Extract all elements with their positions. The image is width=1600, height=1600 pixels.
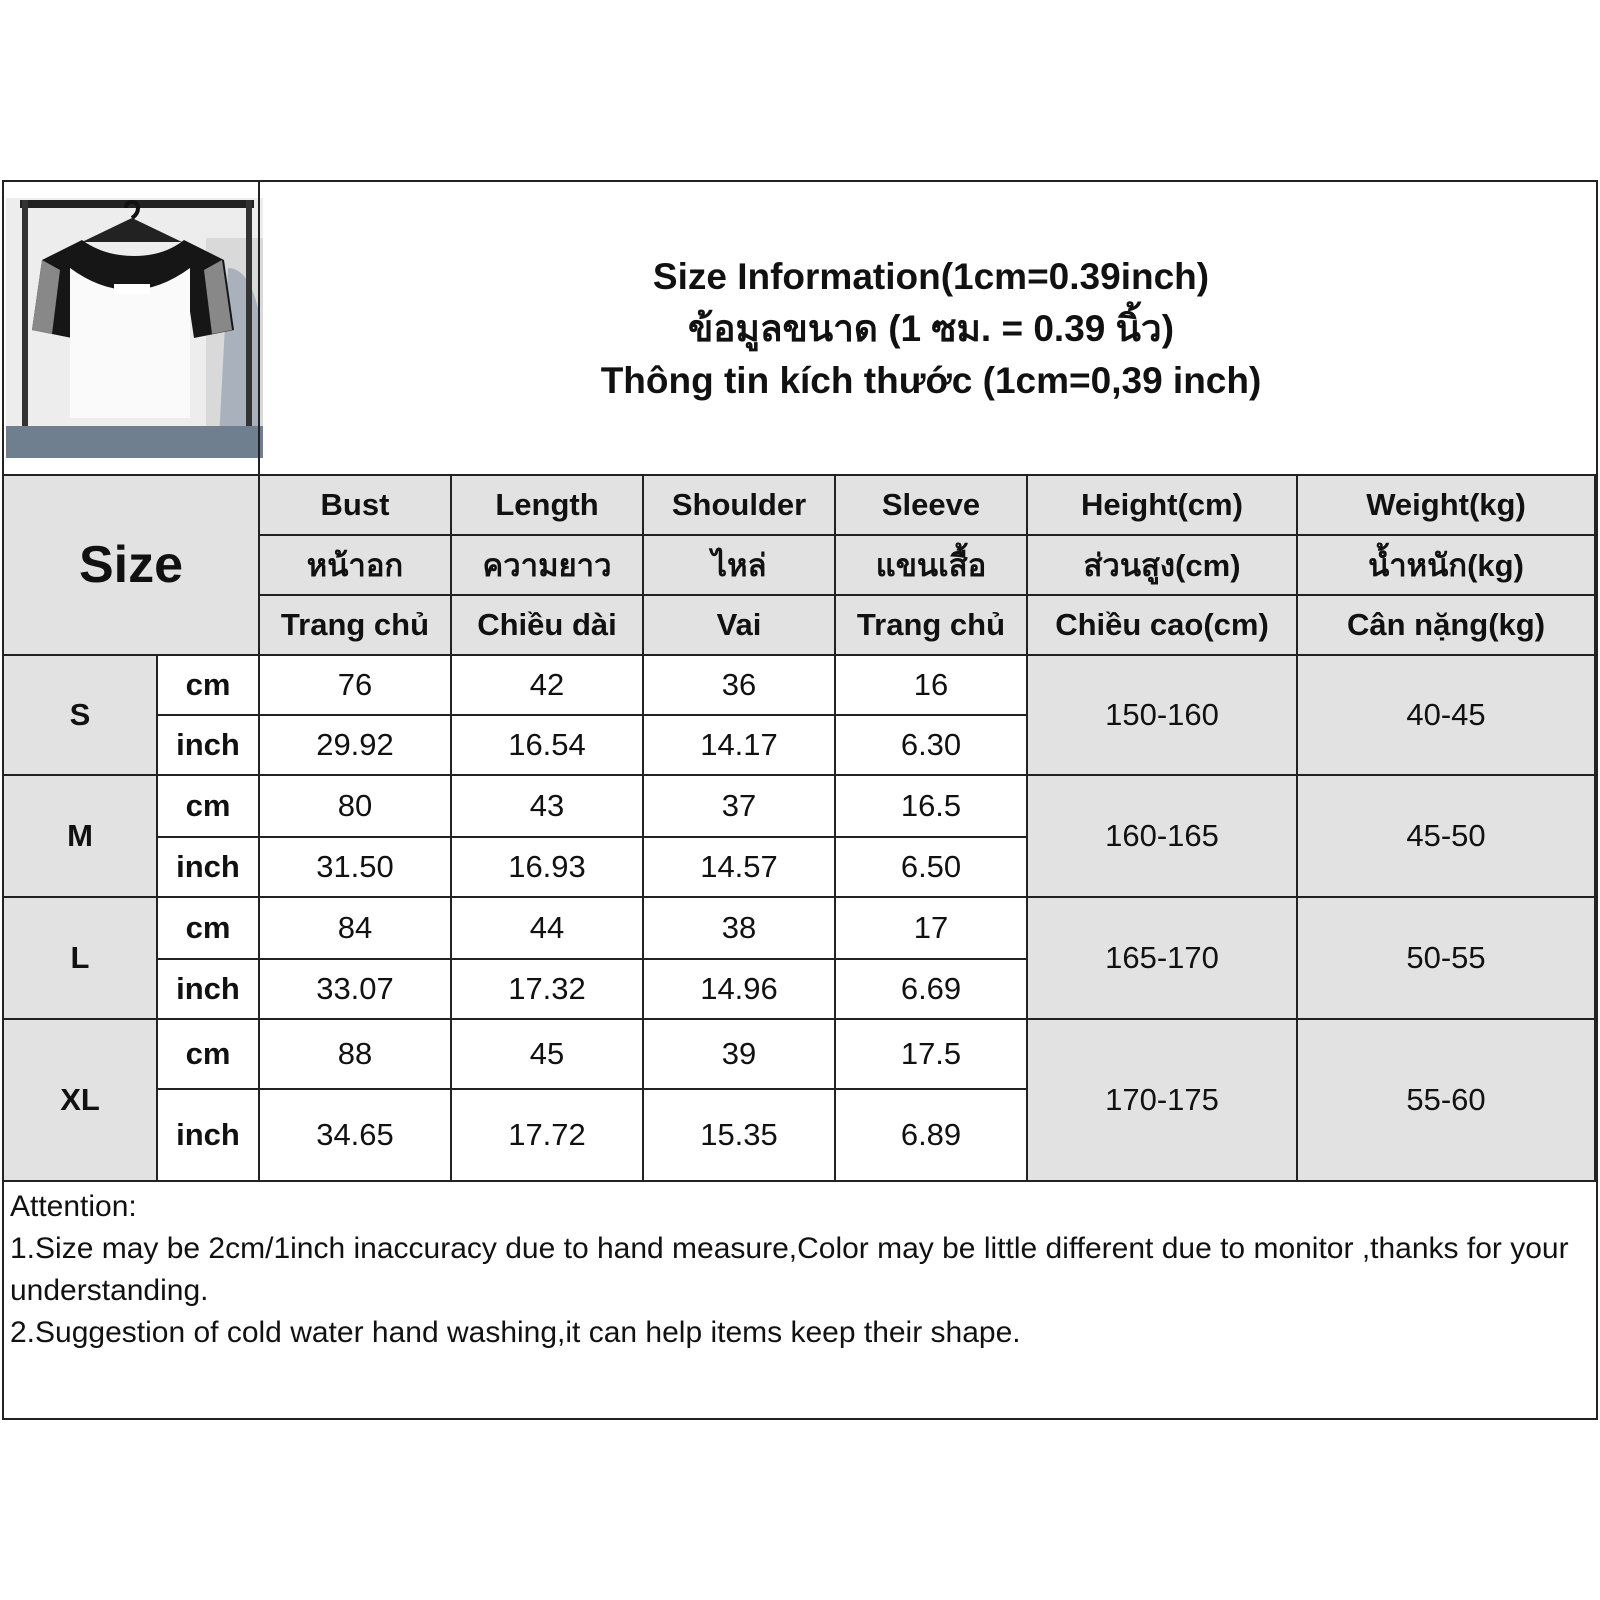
height-range: 170-175 — [1028, 1020, 1298, 1182]
measurement-inch: 17.32 — [452, 960, 644, 1020]
unit-label-cm: cm — [158, 656, 260, 716]
column-header-en-1: Bust — [260, 476, 452, 536]
measurement-inch: 16.93 — [452, 838, 644, 898]
weight-range: 40-45 — [1298, 656, 1596, 776]
size-label: XL — [4, 1020, 158, 1182]
column-header-vi-1: Trang chủ — [260, 596, 452, 656]
column-header-en-4: Sleeve — [836, 476, 1028, 536]
measurement-cm: 17.5 — [836, 1020, 1028, 1090]
measurement-inch: 29.92 — [260, 716, 452, 776]
measurement-inch: 6.69 — [836, 960, 1028, 1020]
weight-range: 55-60 — [1298, 1020, 1596, 1182]
tshirt-on-hanger-image — [6, 198, 263, 458]
measurement-cm: 45 — [452, 1020, 644, 1090]
weight-range: 45-50 — [1298, 776, 1596, 898]
chart-title — [266, 182, 1596, 476]
height-range: 160-165 — [1028, 776, 1298, 898]
measurement-inch: 14.57 — [644, 838, 836, 898]
unit-label-inch: inch — [158, 838, 260, 898]
note-line-1: 1.Size may be 2cm/1inch inaccuracy due to hand measure,Color may be little different due to monitor ,thanks for your understanding. — [10, 1232, 1569, 1307]
column-header-th-4: แขนเสื้อ — [836, 536, 1028, 596]
column-header-th-3: ไหล่ — [644, 536, 836, 596]
measurement-cm: 42 — [452, 656, 644, 716]
unit-label-inch: inch — [158, 1090, 260, 1182]
measurement-inch: 17.72 — [452, 1090, 644, 1182]
size-label: S — [4, 656, 158, 776]
column-header-en-6: Weight(kg) — [1298, 476, 1596, 536]
measurement-cm: 16.5 — [836, 776, 1028, 838]
attention-notes — [4, 1182, 1596, 1418]
note-line-2: 2.Suggestion of cold water hand washing,it can help items keep their shape. — [10, 1316, 1021, 1349]
column-header-vi-2: Chiều dài — [452, 596, 644, 656]
column-header-th-2: ความยาว — [452, 536, 644, 596]
title-vietnamese: Thông tin kích thước (1cm=0,39 inch) — [600, 360, 1262, 401]
measurement-inch: 6.50 — [836, 838, 1028, 898]
attention-heading: Attention: — [10, 1190, 137, 1223]
measurement-inch: 14.96 — [644, 960, 836, 1020]
measurement-cm: 38 — [644, 898, 836, 960]
measurement-inch: 31.50 — [260, 838, 452, 898]
title-thai: ข้อมูลขนาด (1 ซม. = 0.39 นิ้ว) — [687, 308, 1175, 349]
unit-label-inch: inch — [158, 716, 260, 776]
unit-label-cm: cm — [158, 776, 260, 838]
column-header-vi-5: Chiều cao(cm) — [1028, 596, 1298, 656]
column-header-vi-4: Trang chủ — [836, 596, 1028, 656]
size-label: L — [4, 898, 158, 1020]
measurement-cm: 84 — [260, 898, 452, 960]
size-chart — [2, 180, 1598, 1420]
measurement-inch: 16.54 — [452, 716, 644, 776]
column-header-en-3: Shoulder — [644, 476, 836, 536]
measurement-cm: 44 — [452, 898, 644, 960]
measurement-inch: 14.17 — [644, 716, 836, 776]
measurement-cm: 16 — [836, 656, 1028, 716]
measurement-cm: 17 — [836, 898, 1028, 960]
unit-label-cm: cm — [158, 898, 260, 960]
measurement-inch: 15.35 — [644, 1090, 836, 1182]
height-range: 165-170 — [1028, 898, 1298, 1020]
column-header-en-5: Height(cm) — [1028, 476, 1298, 536]
product-photo — [6, 198, 263, 458]
measurement-cm: 80 — [260, 776, 452, 838]
measurement-inch: 34.65 — [260, 1090, 452, 1182]
measurement-cm: 36 — [644, 656, 836, 716]
column-header-vi-6: Cân nặng(kg) — [1298, 596, 1596, 656]
column-header-th-1: หน้าอก — [260, 536, 452, 596]
measurement-cm: 88 — [260, 1020, 452, 1090]
measurement-inch: 6.30 — [836, 716, 1028, 776]
unit-label-inch: inch — [158, 960, 260, 1020]
measurement-cm: 37 — [644, 776, 836, 838]
measurement-inch: 33.07 — [260, 960, 452, 1020]
column-header-vi-3: Vai — [644, 596, 836, 656]
measurement-cm: 43 — [452, 776, 644, 838]
height-range: 150-160 — [1028, 656, 1298, 776]
column-header-en-2: Length — [452, 476, 644, 536]
unit-label-cm: cm — [158, 1020, 260, 1090]
column-header-th-5: ส่วนสูง(cm) — [1028, 536, 1298, 596]
column-header-th-6: น้ำหนัก(kg) — [1298, 536, 1596, 596]
measurement-cm: 39 — [644, 1020, 836, 1090]
size-header: Size — [4, 476, 260, 656]
photo-divider — [258, 182, 260, 476]
measurement-cm: 76 — [260, 656, 452, 716]
weight-range: 50-55 — [1298, 898, 1596, 1020]
measurement-inch: 6.89 — [836, 1090, 1028, 1182]
title-english: Size Information(1cm=0.39inch) — [652, 256, 1210, 297]
size-label: M — [4, 776, 158, 898]
